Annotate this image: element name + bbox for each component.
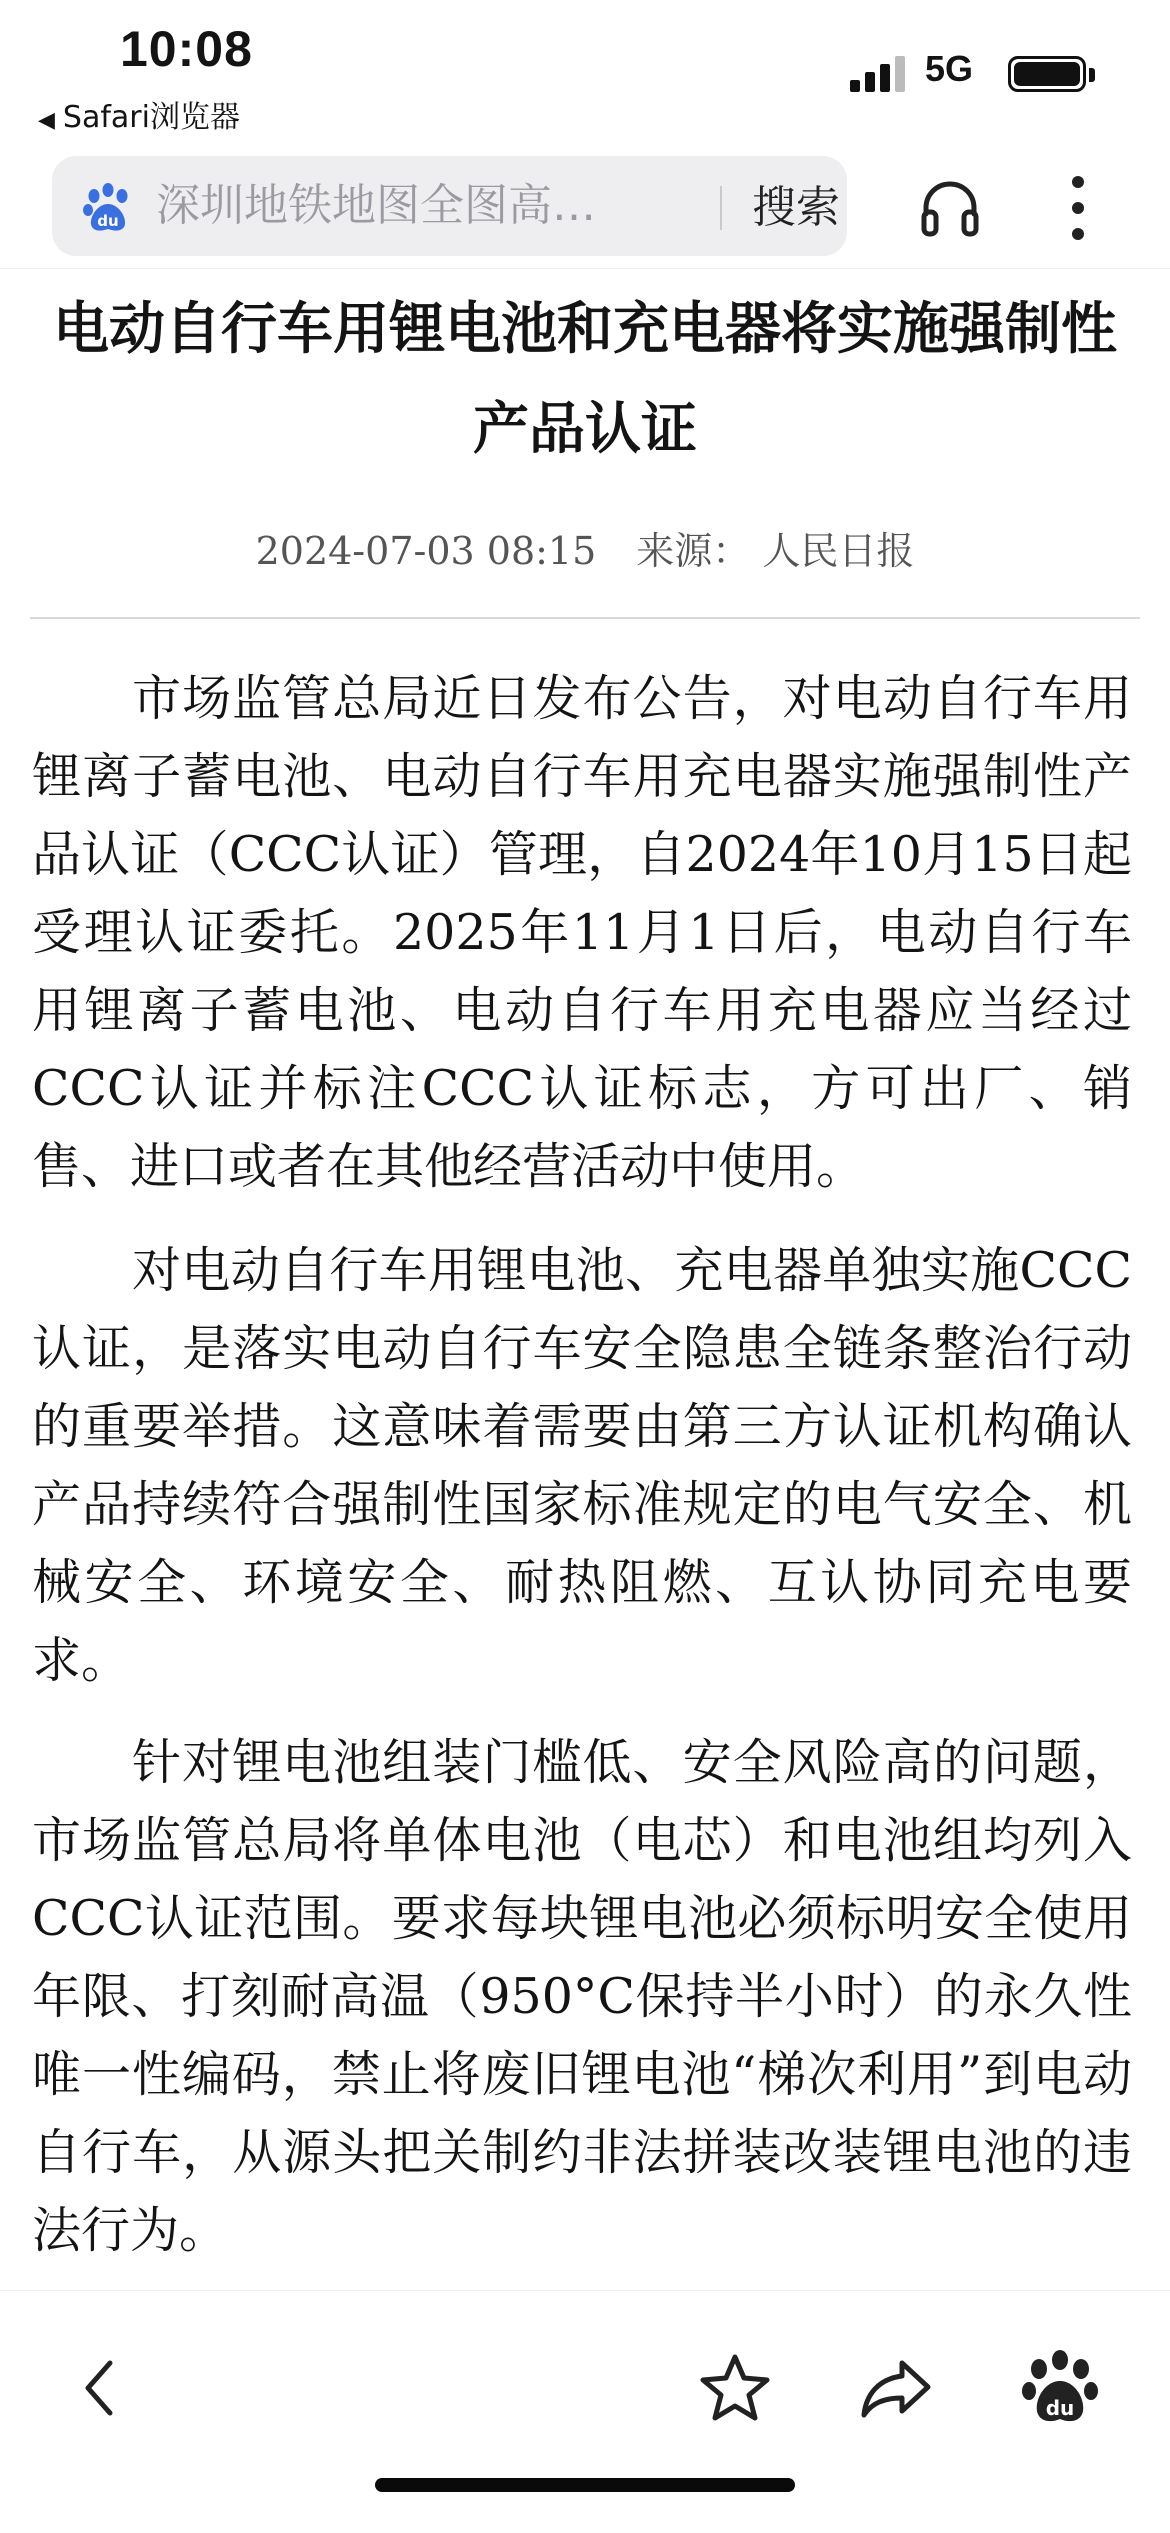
article-paragraph: 针对锂电池组装门槛低、安全风险高的问题，市场监管总局将单体电池（电芯）和电池组均列入CCC认证范围。要求每块锂电池必须标明安全使用年限、打刻耐高温（950°C保持半小时）的永久性唯一性编码，禁止将废旧锂电池“梯次利用”到电动自行车，从源头把关制约非法拼装改装锂电池的违法行为。: [32, 1734, 1132, 2259]
home-indicator[interactable]: [375, 2478, 795, 2492]
star-icon[interactable]: [690, 2343, 780, 2433]
svg-text:du: du: [97, 212, 119, 230]
battery-icon: [1008, 56, 1086, 92]
baidu-paw-icon[interactable]: [1015, 2343, 1105, 2433]
cellular-signal-icon: [850, 52, 910, 92]
battery-cap: [1089, 68, 1095, 82]
more-vertical-icon[interactable]: [1068, 172, 1088, 244]
network-type: 5G: [925, 48, 974, 89]
article-title: 电动自行车用锂电池和充电器将实施强制性产品认证: [53, 297, 1117, 462]
svg-text:du: du: [1045, 2396, 1075, 2420]
article-paragraph: 市场监管总局近日发布公告，对电动自行车用锂离子蓄电池、电动自行车用充电器实施强制性产品认证（CCC认证）管理，自2024年10月15日起受理认证委托。2025年11月1日后，电动自行车用锂离子蓄电池、电动自行车用充电器应当经过CCC认证并标注CCC认证标志，方可出厂、销售、进口或者在其他经营活动中使用。: [32, 670, 1132, 1195]
back-to-app-link[interactable]: [38, 92, 240, 136]
meta-divider: [30, 617, 1140, 619]
search-bar[interactable]: [52, 156, 847, 256]
article-source[interactable]: 人民日报: [762, 529, 915, 573]
headset-icon[interactable]: [918, 176, 982, 240]
status-time: 10:08: [120, 21, 253, 77]
share-icon[interactable]: [852, 2343, 942, 2433]
search-query-text[interactable]: 深圳地铁地图全图高…: [156, 180, 596, 231]
back-app-label: Safari浏览器: [62, 100, 240, 135]
search-divider: [720, 186, 722, 230]
header-divider: [0, 268, 1170, 269]
article-meta: [0, 520, 1170, 575]
status-bar: [0, 0, 1170, 140]
bottom-toolbar: [0, 2290, 1170, 2533]
source-label: 来源：: [636, 529, 751, 573]
article-date: 2024-07-03 08:15: [255, 529, 597, 573]
back-triangle-icon: ◀: [38, 108, 55, 133]
baidu-paw-icon: [82, 182, 134, 234]
back-icon[interactable]: [58, 2343, 148, 2433]
article-paragraph: 对电动自行车用锂电池、充电器单独实施CCC认证，是落实电动自行车安全隐患全链条整治行动的重要举措。这意味着需要由第三方认证机构确认产品持续符合强制性国家标准规定的电气安全、机械安全、环境安全、耐热阻燃、互认协同充电要求。: [32, 1242, 1132, 1689]
search-button[interactable]: 搜索: [752, 182, 840, 233]
